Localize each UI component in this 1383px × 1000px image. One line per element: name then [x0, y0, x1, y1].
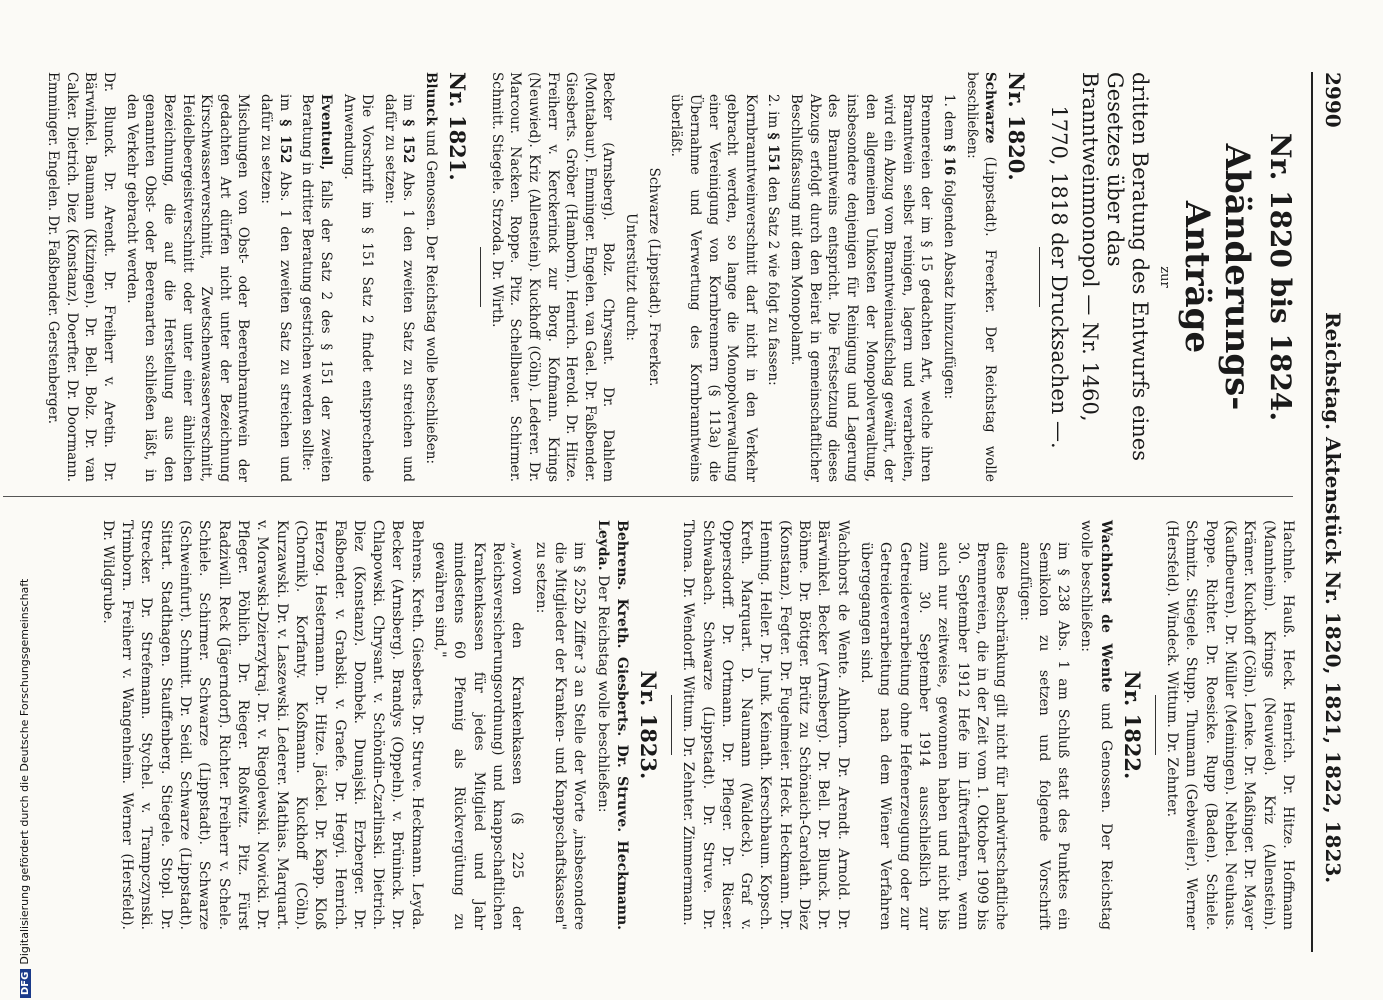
item-instruction: den Satz 2 wie folgt zu fassen: — [765, 176, 782, 386]
item-instruction: falls der Satz 2 des § 151 der zweiten Beratung in dritter Beratung gestrichen werden sollte: — [299, 94, 334, 482]
motion-item-text: Mischungen von Obst- oder Beerenbranntwein der gedachten Art dürfen nicht unter der Bezeichnung Kirschwasserverschnitt, Zwetschenwasserverschnitt, Heidelbeergeistverschnitt oder unter einer ähnlichen Bezeichnung, die auf die Herstellung aus den genannten Obst- oder Beerenarten schließen läßt, in den Verkehr gebracht werden. — [123, 94, 252, 482]
motion-item: im § 252b Ziffer 3 an Stelle der Worte „insbesondere die Mitglieder der Kranken- und Knappschaftskassen" zu setzen: — [532, 542, 588, 930]
paragraph-reference: § 152 — [400, 119, 417, 164]
heading-connector: zur — [1157, 266, 1172, 288]
motion-intro-text: und Genossen. Der Reichstag wolle beschließen: — [1078, 520, 1114, 930]
funding-text: Digitalisierung gefördert durch die Deutsche Forschungsgemeinschaft — [18, 578, 31, 965]
document-title: Nr. 1820 bis 1824. — [1264, 132, 1297, 422]
item-instruction: Abs. 1 den zweiten Satz zu streichen und dafür zu setzen: — [258, 94, 293, 482]
document-subtitle-line2: 1770, 1818 der Drucksachen —. — [1047, 105, 1072, 449]
continued-signers-list: Hachnle. Hauß. Heck. Henrich. Dr. Hitze. Hoffmann (Mannheim). Krings (Neuwied). Kriz (Allenstein). Krämer. Kuckhoff (Cöln). Lenke. Dr. Maßinger. Dr. Mayer (Kaufbeuren). Dr. Müller (Meiningen). Nehbel. Neuhaus. Poppe. Richter. Dr. Roesicke. Rupp (Baden). Schiele. Schmitz. Stiegele. Stupp. Thumann (Gebweiler). Werner (Hersfeld). Windeck. Wittum. Dr. Zehnter. — [1164, 520, 1296, 930]
motion-1820 — [487, 72, 1029, 482]
running-head — [1311, 72, 1353, 952]
item-instruction: Abs. 1 den zweiten Satz zu streichen und dafür zu setzen: — [381, 94, 417, 482]
motion-signers: Schwarze (Lippstadt). Freerker. — [645, 167, 662, 387]
motion-item-text: Brennereien der im § 15 gedachten Art, welche ihren Branntwein selbst reinigen, lagern und verarbeiten, wird ein Abzug vom Branntweinaufschlag gewährt, der den allgemeinen Unkosten der Monopolverwaltung, insbesondere denjenigen für Reinigung und Lagerung des Branntweins entspricht. Die Festsetzung dieses Abzugs erfolgt durch den Beirat in gemeinschaftlicher Beschlußfassung mit dem Monopolamt. — [788, 94, 935, 482]
motion-item: im § 238 Abs. 1 am Schluß statt des Punktes ein Semikolon zu setzen und folgende Vorschrift anzufügen: — [1016, 542, 1072, 930]
signers-list: Dr. Blunck. Dr. Arendt. Dr. Freiherr v. Aretin. Dr. Bärwinkel. Baumann (Kitzingen). Dr. Bell. Bolz. Dr. van Calker. Dietrich. Diez (Konstanz). Doerfter. Dr. Doormann. Emminger. Engelen. Dr. Faßbender. Gerstenberger. — [45, 72, 118, 482]
motion-proposer: Schwarze — [982, 72, 999, 144]
motion-proposer: Blunck — [423, 72, 440, 126]
motion-number: Nr. 1822. — [1119, 670, 1145, 780]
motion-intro-text: Der Reichstag wolle beschließen: — [594, 575, 611, 813]
paragraph-reference: § 16 — [941, 144, 958, 176]
paragraph-reference: § 152 — [276, 119, 293, 164]
motion-item-text: Kornbranntweinverschnitt darf nicht in den Verkehr gebracht werden, so lange die Monopolverwaltung einer Vereinigung von Kornbrennern (§ 113a) die Übernahme und Verwertung des Kornbranntweins überläßt. — [668, 94, 759, 482]
motion-1822 — [678, 520, 1145, 930]
motion-item-text: Die Vorschrift im § 151 Satz 2 findet entsprechende Anwendung. — [340, 94, 376, 482]
dfg-logo: DFG — [20, 969, 31, 998]
motion-number: Nr. 1820. — [1004, 72, 1030, 181]
item-prefix: 1. dem — [941, 94, 958, 141]
signers-list: Wachhorst de Wente. Ahlhorn. Dr. Arendt. Arnold. Dr. Bärwinkel. Becker (Arnsberg). Dr. Bell. Dr. Blunck. Dr. Böhme. Dr. Böttger. Brütz zu Schönaich-Carolath. Diez (Konstanz). Fegter. Dr. Fugelmeier. Heck. Heckmann. Dr. Henning. Heller. Dr. Junk. Keinath. Kerschbaum. Kopsch. Kreth. Marquart. D. Naumann (Waldeck). Graf v. Oppersdorff. Dr. Ortmann. Dr. Pfleger. Dr. Rieser. Schwabach. Schwarze (Lippstadt). Dr. Struve. Dr. Thoma. Dr. Wendorff. Wittum. Dr. Zehnter. Zimmermann. — [680, 520, 851, 930]
paragraph-reference: § 151 — [765, 132, 782, 173]
motion-1823 — [98, 520, 661, 930]
document-subtitle: dritten Beratung des Entwurfs eines Gesetzes über das Branntweinmonopol — Nr. 1460, — [1078, 72, 1153, 461]
motion-item — [764, 72, 783, 482]
item-prefix: 2. im — [765, 94, 782, 129]
motion-intro-text: (Lippstadt). Freerker. Der Reichstag wolle beschließen: — [963, 72, 999, 482]
motion-item — [940, 72, 959, 482]
motion-proposer: Behrens. Kreth. Giesberts. Dr. Struve. Heckmann. Leyda. — [594, 520, 630, 930]
column-divider — [3, 496, 1293, 497]
supported-by-label: Unterstützt durch: — [623, 213, 640, 341]
motion-item — [298, 72, 335, 482]
motion-item — [257, 72, 294, 482]
left-column — [40, 72, 1297, 482]
page-number: 2990 — [1321, 72, 1345, 128]
right-column — [94, 520, 1298, 930]
item-prefix: im — [276, 94, 293, 112]
item-instruction: folgenden Absatz hinzuzufügen: — [941, 179, 958, 400]
signers-list: Behrens. Kreth. Giesberts. Dr. Struve. Heckmann. Leyda. Becker (Arnsberg). Brandys (Oppeln). v. Brüninck. Dr. Chlapowski. Chrysant. v. Schöndin-Czarlinski. Dietrich. Diez (Konstanz). Dombek. Dunajski. Erzberger. Dr. Faßbender. v. Grabski. v. Graefe. Dr. Hegyi. Henrich. Herzog. Hestermann. Dr. Hitze. Jäckel. Dr. Kapp. Kloß (Chornik). Korfanty. Koßmann. Kuckhoff (Cöln). Kurzawski. Dr. v. Laszewski. Lederer. Mathias. Marquart. v. Morawski-Dzierzykraj. Dr. v. Riegolewski. Nowicki. Dr. Pfleger. Pöhlich. Dr. Rieger. Roßwitz. Pitz. Fürst Radziwill. Reck (Jägerndorf). Richter. Freiherr v. Schele. Schiele. Schirmer. Schwarze (Lippstadt). Schwarze (Schweinfurt). Schmitt. Dr. Seidl. Schwarze (Lippstadt). Sittart. Stadthagen. Stauffenberg. Stiegele. Stopl. Dr. Strecker. Dr. Strefemann. Stychel. v. Trampczynski. Trimborn. Freiherr v. Wangenheim. Werner (Hersfeld). Dr. Wildgrube. — [99, 520, 425, 930]
motion-intro-text: und Genossen. Der Reichstag wolle beschließen: — [423, 130, 440, 464]
running-head-title: Reichstag. Aktenstück Nr. 1820, 1821, 1822, 1823. — [1321, 312, 1345, 884]
motion-intro — [422, 72, 441, 482]
section-separator — [671, 695, 672, 755]
section-separator — [1039, 247, 1040, 307]
funding-notice — [18, 579, 31, 998]
motion-1821 — [44, 72, 471, 482]
motion-item — [380, 72, 417, 482]
motion-number: Nr. 1821. — [445, 72, 471, 181]
motion-number: Nr. 1823. — [635, 670, 661, 780]
eventual-label: Eventuell, — [318, 94, 334, 171]
motion-proposer: Wachhorst de Wente — [1097, 520, 1114, 693]
motion-item-text: diese Beschränkung gilt nicht für landwirtschaftliche Brennereien, die in der Zeit vom 1. Oktober 1909 bis 30. September 1912 Hefe im Lüftverfahren, wenn auch nur zeitweise, gewonnen haben und nicht bis zum 30. September 1914 ausschließlich zur Getreideverarbeitung ohne Hefenerzeugung oder zur Getreideverarbeitung nach dem Wiener Verfahren übergegangen sind. — [858, 542, 1010, 930]
motion-intro — [962, 72, 999, 482]
item-prefix: im — [400, 94, 417, 112]
supporters-list: Becker (Arnsberg). Bolz. Chrysant. Dr. Dahlem (Montabaur). Emminger. Engelen. van Gael. Dr. Faßbender. Giesberts. Gröber (Hamborn). Henrich. Herold. Dr. Hitze. Freiherr v. Kerckerinck zur Borg. Kofmann. Krings (Neuwied). Kriz (Allenstein). Kuckhoff (Cöln). Lederer. Dr. Marcour. Nacken. Roppe. Pitz. Schellbauer. Schirmer. Schmitt. Stiegele. Strzoda. Dr. Wirth. — [488, 72, 617, 482]
motion-intro — [592, 520, 631, 930]
motion-intro — [1076, 520, 1115, 930]
document-heading: Abänderungs-Anträge — [1177, 143, 1257, 411]
motion-item-text: „wovon den Krankenkassen (§ 225 der Reichsversicherungsordnung) und knappschaftlichen Krankenkassen für jedes Mitglied und Jahr mindestens 60 Pfennig als Rückvergütung zu gewähren sind," — [432, 542, 526, 930]
section-separator — [1155, 695, 1156, 755]
section-separator — [480, 247, 481, 307]
